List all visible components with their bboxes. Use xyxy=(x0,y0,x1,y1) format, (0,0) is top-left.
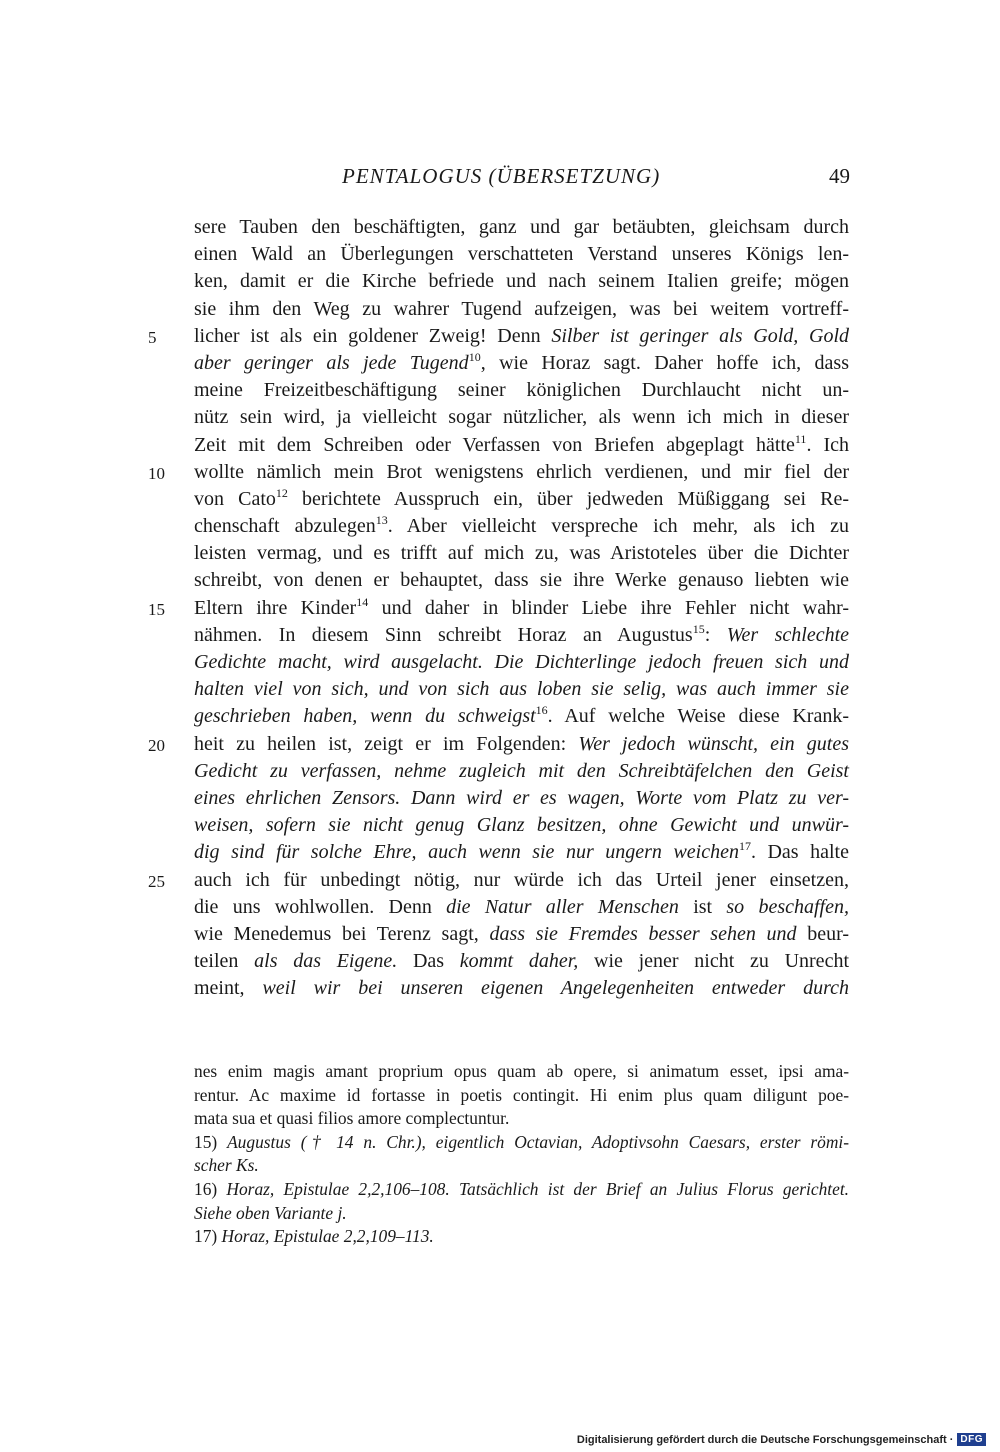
page-title: PENTALOGUS (ÜBERSETZUNG) xyxy=(342,164,661,188)
text-line: weisen, sofern sie nicht genug Glanz besitzen, ohne Gewicht und unwür- xyxy=(194,814,849,837)
footnote-ref: 12 xyxy=(275,485,288,500)
footnote-ref: 16 xyxy=(535,703,548,718)
text-line: eines ehrlichen Zensors. Dann wird er es wagen, Worte vom Platz zu ver- xyxy=(194,786,849,809)
footnote-line: scher Ks. xyxy=(194,1155,259,1176)
dfg-logo: DFG xyxy=(957,1433,986,1446)
footnote-15: 15) Augustus († 14 n. Chr.), eigentlich Octavian, Adoptivsohn Caesars, erster römi- xyxy=(194,1131,849,1152)
text-line: einen Wald an Überlegungen verschatteten Verstand unseres Königs len- xyxy=(194,243,849,266)
running-head xyxy=(342,164,850,189)
funding-notice xyxy=(577,1433,986,1446)
footnote-ref: 13 xyxy=(375,513,388,528)
line-number: 15 xyxy=(148,599,165,619)
footnote-line: rentur. Ac maxime id fortasse in poetis contingit. Hi enim plus quam diligunt poe- xyxy=(194,1084,849,1105)
text-line: sie ihm den Weg zu wahrer Tugend aufzeigen, was bei weitem vortreff- xyxy=(194,297,849,320)
text-line: Zeit mit dem Schreiben oder Verfassen von Briefen abgeplagt hätte$^{11}$. Ich xyxy=(194,431,849,456)
text-line: dig sind für solche Ehre, auch wenn sie nur ungern weichen$^{17}$. Das halte xyxy=(194,839,849,864)
footnote-ref: 15 xyxy=(692,621,705,636)
footnote-17: 17) Horaz, Epistulae 2,2,109–113. xyxy=(194,1226,434,1247)
text-line: sere Tauben den beschäftigten, ganz und gar betäubten, gleichsam durch xyxy=(194,216,849,238)
footnote-ref: 11 xyxy=(794,431,807,446)
text-line: 20 heit zu heilen ist, zeigt er im Folgenden: Wer jedoch wünscht, ein gutes xyxy=(194,731,849,758)
line-number: 10 xyxy=(148,463,165,483)
footnote-ref: 14 xyxy=(356,594,369,609)
text-line: nütz sein wird, ja vielleicht sogar nützlicher, als wenn ich mich in dieser xyxy=(194,406,849,429)
text-line: 25 auch ich für unbedingt nötig, nur würde ich das Urteil jener einsetzen, xyxy=(194,867,849,894)
text-line: 10 wollte nämlich mein Brot wenigstens ehrlich verdienen, und mir fiel der xyxy=(194,459,849,486)
text-line: Gedicht zu verfassen, nehme zugleich mit den Schreibtäfelchen den Geist xyxy=(194,759,849,782)
main-text xyxy=(148,214,850,1002)
footnote-ref: 17 xyxy=(738,839,751,854)
footnotes xyxy=(194,1060,849,1249)
line-number: 20 xyxy=(148,735,165,755)
text-line: schreibt, von denen er behauptet, dass sie ihre Werke genauso liebten wie xyxy=(194,569,849,592)
footnote-line: Siehe oben Variante j. xyxy=(194,1202,347,1223)
text-line: halten viel von sich, und von sich aus loben sie selig, was auch immer sie xyxy=(194,678,849,701)
text-line: aber geringer als jede Tugend$^{10}$, wie Horaz sagt. Daher hoffe ich, dass xyxy=(194,349,849,374)
text-line: ken, damit er die Kirche befriede und nach seinem Italien greife; mögen xyxy=(194,270,849,293)
footnote-line: nes enim magis amant proprium opus quam ab opere, si animatum esset, ipsi ama- xyxy=(194,1061,849,1081)
page-number: 49 xyxy=(829,164,850,188)
footnote-16: 16) Horaz, Epistulae 2,2,106–108. Tatsächlich ist der Brief an Julius Florus gerichtet. xyxy=(194,1178,849,1199)
line-number: 25 xyxy=(148,871,165,891)
text-line: die uns wohlwollen. Denn die Natur aller Menschen ist so beschaffen, xyxy=(194,895,849,918)
text-line: meint, weil wir bei unseren eigenen Angelegenheiten entweder durch xyxy=(194,977,849,1000)
text-line: chenschaft abzulegen$^{13}$. Aber vielleicht verspreche ich mehr, als ich zu xyxy=(194,513,849,538)
text-line: 5 licher ist als ein goldener Zweig! Denn Silber ist geringer als Gold, Gold xyxy=(194,323,849,350)
text-line: wie Menedemus bei Terenz sagt, dass sie Fremdes besser sehen und beur- xyxy=(194,922,850,945)
text-line: Gedichte macht, wird ausgelacht. Die Dichterlinge jedoch freuen sich und xyxy=(194,651,849,673)
footnote-line: mata sua et quasi filios amore complectuntur. xyxy=(194,1108,510,1129)
text-line: geschrieben haben, wenn du schweigst$^{16}$. Auf welche Weise diese Krank- xyxy=(194,703,850,728)
text-line: nähmen. In diesem Sinn schreibt Horaz an Augustus$^{15}$: Wer schlechte xyxy=(194,621,850,646)
text-line: von Cato$^{12}$ berichtete Ausspruch ein, über jedweden Müßiggang sei Re- xyxy=(194,485,849,510)
text-line: teilen als das Eigene. Das kommt daher, wie jener nicht zu Unrecht xyxy=(194,950,849,973)
footnote-ref: 10 xyxy=(468,349,481,364)
text-line: 15 Eltern ihre Kinder$^{14}$ und daher in blinder Liebe ihre Fehler nicht wahr- xyxy=(194,595,849,622)
text-line: meine Freizeitbeschäftigung seiner königlichen Durchlaucht nicht un- xyxy=(194,379,849,402)
text-line: leisten vermag, und es trifft auf mich zu, was Aristoteles über die Dichter xyxy=(194,542,849,565)
funding-text: Digitalisierung gefördert durch die Deutsche Forschungsgemeinschaft · xyxy=(576,1433,954,1446)
line-number: 5 xyxy=(148,327,157,347)
